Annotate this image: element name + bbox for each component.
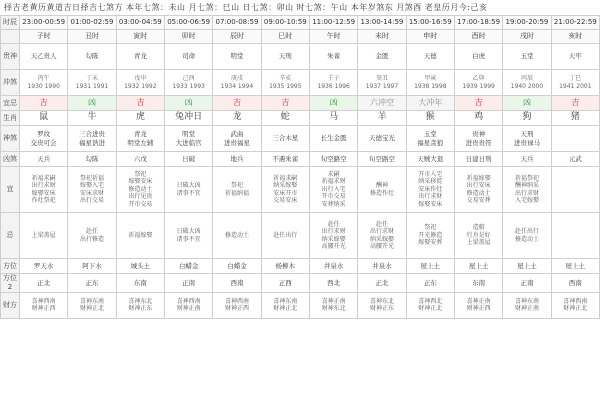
rowhead-auspicious-stars: 神煞 (1, 126, 20, 152)
suitable-cell: 日破大凶 诸事不宜 (164, 167, 212, 213)
luck-cell: 吉 (454, 96, 502, 111)
branch-cell: 丑时 (68, 30, 116, 44)
almanac-table (0, 15, 600, 319)
clash-cell: 壬子 1936 1996 (309, 70, 357, 96)
table-row-wealth-direction (1, 292, 600, 318)
wealth-cell: 喜神西南 财神正北 (551, 292, 599, 318)
clash-cell: 丁巳 1941 2001 (551, 70, 599, 96)
element-cell: 屋上土 (551, 259, 599, 274)
star-cell: 明堂 大进临官 (164, 126, 212, 152)
table-row-element (1, 259, 600, 274)
clash-cell: 庚戌 1934 1994 (213, 70, 261, 96)
avoid-cell: 赴任 出行求财 纳采嫁娶 高腰开光 (358, 213, 406, 259)
page-title: 择吉老黄历黄道吉日择吉七煞方 本年七煞：未山 月七煞：巳山 日七煞：卯山 时七煞：午山 本年岁煞东 月煞酉 老皇历月今:己亥 (4, 3, 488, 12)
rowhead-suitable: 宜 (1, 167, 20, 213)
avoid-cell: 祭祀 开光修造 嫁娶安葬 (406, 213, 454, 259)
badstar-cell: 元武 (551, 152, 599, 167)
rowhead-avoid: 忌 (1, 213, 20, 259)
zodiac-cell: 虎 (116, 111, 164, 126)
suitable-cell: 祈福求嗣 纳采嫁娶 安床开市 交易安床 (261, 167, 309, 213)
element-cell: 城头土 (116, 259, 164, 274)
branch-cell: 午时 (309, 30, 357, 44)
suitable-cell: 祈福求嗣 出行求财 嫁娶安床 作灶祭祀 (20, 167, 68, 213)
branch-cell: 巳时 (261, 30, 309, 44)
table-row-suitable (1, 167, 600, 213)
zodiac-cell: 马 (309, 111, 357, 126)
zodiac-cell: 鸡 (454, 111, 502, 126)
avoid-cell: 祈福嫁娶 (116, 213, 164, 259)
element-cell: 屋上土 (503, 259, 551, 274)
star-cell: 天刑 进贵禄马 (503, 126, 551, 152)
wealth-cell: 喜神西南 财神正西 (20, 292, 68, 318)
wealth-cell: 喜神西北 财神正北 (406, 292, 454, 318)
godspirit-cell: 金匮 (358, 44, 406, 70)
direction-cell: 东南 (116, 274, 164, 293)
suitable-cell: 开市入宅 纳采移徙 安床作灶 出行求财 嫁娶安床 (406, 167, 454, 213)
godspirit-cell: 司命 (164, 44, 212, 70)
table-row-hours (1, 16, 600, 30)
badstar-cell: 日破 (164, 152, 212, 167)
hour-cell: 13:00-14:59 (358, 16, 406, 30)
clash-cell: 辛亥 1935 1995 (261, 70, 309, 96)
godspirit-cell: 天德 (406, 44, 454, 70)
clash-cell: 丙午 1930 1990 (20, 70, 68, 96)
rowhead-godspirit: 贵神 (1, 44, 20, 70)
avoid-cell: 修造动土 (213, 213, 261, 259)
clash-cell: 甲寅 1938 1998 (406, 70, 454, 96)
clash-cell: 戊申 1932 1992 (116, 70, 164, 96)
element-cell: 白蜡金 (164, 259, 212, 274)
element-cell: 杨柳木 (261, 259, 309, 274)
table-row-luck (1, 96, 600, 111)
branch-cell: 亥时 (551, 30, 599, 44)
star-cell: 玉堂 福星贪狼 (406, 126, 454, 152)
godspirit-cell: 天牢 (551, 44, 599, 70)
luck-cell: 吉 (20, 96, 68, 111)
hour-cell: 17:00-18:59 (454, 16, 502, 30)
direction-cell: 正西 (261, 274, 309, 293)
hour-cell: 21:00-22:59 (551, 16, 599, 30)
suitable-cell (551, 167, 599, 213)
direction-cell: 东南 (454, 274, 502, 293)
zodiac-cell: 兔冲日 (164, 111, 212, 126)
hour-cell: 03:00-04:59 (116, 16, 164, 30)
clash-cell: 丙辰 1940 2000 (503, 70, 551, 96)
luck-cell: 大冲年 (406, 96, 454, 111)
luck-cell: 凶 (309, 96, 357, 111)
luck-cell: 吉 (213, 96, 261, 111)
wealth-cell: 喜神东南 财神正北 (261, 292, 309, 318)
luck-cell: 凶 (164, 96, 212, 111)
godspirit-cell: 白虎 (454, 44, 502, 70)
avoid-cell: 赴任 出行修造 (68, 213, 116, 259)
branch-cell: 酉时 (454, 30, 502, 44)
direction-cell: 正东 (406, 274, 454, 293)
zodiac-cell: 猪 (551, 111, 599, 126)
table-row-auspicious-stars (1, 126, 600, 152)
branch-cell: 子时 (20, 30, 68, 44)
wealth-cell: 喜神正南 财神正西 (454, 292, 502, 318)
table-row-avoid (1, 213, 600, 259)
table-row-branch (1, 30, 600, 44)
luck-cell: 吉 (261, 96, 309, 111)
direction-cell: 正北 (358, 274, 406, 293)
element-cell: 井泉水 (309, 259, 357, 274)
star-cell: 三合进贵 福星诰进 (68, 126, 116, 152)
suitable-cell: 酬神 修造作灶 (358, 167, 406, 213)
badstar-cell: 旬空路空 (309, 152, 357, 167)
zodiac-cell: 猴 (406, 111, 454, 126)
clash-cell: 乙卯 1939 1999 (454, 70, 502, 96)
luck-cell: 凶 (503, 96, 551, 111)
luck-cell: 吉 (551, 96, 599, 111)
suitable-cell: 祭祀 祈福纳福 (213, 167, 261, 213)
badstar-cell: 地兵 (213, 152, 261, 167)
badstar-cell: 天兵 (503, 152, 551, 167)
zodiac-cell: 羊 (358, 111, 406, 126)
star-cell: 长生金匮 (309, 126, 357, 152)
badstar-cell: 天贼大退 (406, 152, 454, 167)
hour-cell: 15:00-16:59 (406, 16, 454, 30)
luck-cell: 六冲空 (358, 96, 406, 111)
rowhead-luck: 宜忌 (1, 96, 20, 111)
godspirit-cell: 玉堂 (503, 44, 551, 70)
suitable-cell: 祈福祭祀 酬神纳采 出行求财 入宅嫁娶 (503, 167, 551, 213)
star-cell: 三合木星 (261, 126, 309, 152)
clash-cell: 癸丑 1937 1997 (358, 70, 406, 96)
rowhead-hours: 时辰 (1, 16, 20, 30)
zodiac-cell: 狗 (503, 111, 551, 126)
rowhead-inauspicious-stars: 凶煞 (1, 152, 20, 167)
element-cell: 屋上土 (406, 259, 454, 274)
avoid-cell (551, 213, 599, 259)
godspirit-cell: 朱雀 (309, 44, 357, 70)
avoid-cell: 赴任出行 修造动土 (503, 213, 551, 259)
wealth-cell: 喜神东南 财神正北 (68, 292, 116, 318)
avoid-cell: 上梁盖屋 (20, 213, 68, 259)
rowhead-clash: 冲煞 (1, 70, 20, 96)
table-row-direction (1, 274, 600, 293)
star-cell: 武曲 进贵福星 (213, 126, 261, 152)
table-row-godspirit (1, 44, 600, 70)
rowhead-direction: 方位2 (1, 274, 20, 293)
star-cell: 青龙 明堂左辅 (116, 126, 164, 152)
hour-cell: 23:00-00:59 (20, 16, 68, 30)
avoid-cell: 造船 行舟是好 上梁盖屋 (454, 213, 502, 259)
hour-cell: 05:00-06:59 (164, 16, 212, 30)
avoid-cell: 赴任 出行求财 纳采嫁娶 高腰开光 (309, 213, 357, 259)
star-cell: 贵神 进贵贵符 (454, 126, 502, 152)
godspirit-cell: 明堂 (213, 44, 261, 70)
branch-cell: 寅时 (116, 30, 164, 44)
hour-cell: 09:00-10:59 (261, 16, 309, 30)
direction-cell: 正北 (20, 274, 68, 293)
direction-cell: 正东 (68, 274, 116, 293)
hour-cell: 19:00-20:59 (503, 16, 551, 30)
branch-cell: 卯时 (164, 30, 212, 44)
clash-cell: 丁未 1931 1991 (68, 70, 116, 96)
zodiac-cell: 龙 (213, 111, 261, 126)
wealth-cell: 喜神西南 财神正西 (213, 292, 261, 318)
badstar-cell: 不遇朱雀 (261, 152, 309, 167)
wealth-cell: 喜神东南 财神正南 (503, 292, 551, 318)
suitable-cell: 祈福嫁娶 出行安床 修造动土 交易安葬 (454, 167, 502, 213)
zodiac-cell: 蛇 (261, 111, 309, 126)
element-cell: 阿下水 (68, 259, 116, 274)
table-row-zodiac (1, 111, 600, 126)
rowhead-zodiac: 生肖 (1, 111, 20, 126)
rowhead-wealth-direction: 财方 (1, 292, 20, 318)
suitable-cell: 求嗣 祈福求财 出行入宅 开市交易 安葬纳采 (309, 167, 357, 213)
wealth-cell: 喜神西南 财神正南 (164, 292, 212, 318)
direction-cell: 西南 (551, 274, 599, 293)
godspirit-cell: 天刑 (261, 44, 309, 70)
table-row-clash (1, 70, 600, 96)
star-cell: 天德宝光 (358, 126, 406, 152)
table-row-inauspicious-stars (1, 152, 600, 167)
hour-cell: 11:00-12:59 (309, 16, 357, 30)
avoid-cell: 赴任出行 (261, 213, 309, 259)
godspirit-cell: 天乙贵人 (20, 44, 68, 70)
branch-cell: 未时 (358, 30, 406, 44)
branch-cell: 戌时 (503, 30, 551, 44)
luck-cell: 凶 (68, 96, 116, 111)
element-cell: 白蜡金 (213, 259, 261, 274)
element-cell: 井泉水 (358, 259, 406, 274)
suitable-cell: 祭祀祈福 嫁娶入宅 安床求财 出行交易 (68, 167, 116, 213)
badstar-cell: 天兵 (20, 152, 68, 167)
branch-cell: 辰时 (213, 30, 261, 44)
rowhead-branch (1, 30, 20, 44)
direction-cell: 西南 (213, 274, 261, 293)
branch-cell: 申时 (406, 30, 454, 44)
hour-cell: 07:00-08:59 (213, 16, 261, 30)
wealth-cell: 喜神东北 财神正东 (358, 292, 406, 318)
luck-cell: 吉 (116, 96, 164, 111)
badstar-cell: 六戊 (116, 152, 164, 167)
badstar-cell: 勾陈 (68, 152, 116, 167)
wealth-cell: 喜神正南 财神东北 (309, 292, 357, 318)
zodiac-cell: 鼠 (20, 111, 68, 126)
hour-cell: 01:00-02:59 (68, 16, 116, 30)
wealth-cell: 喜神东北 财神正东 (116, 292, 164, 318)
star-cell: 罗纹 交贵可会 (20, 126, 68, 152)
element-cell: 屋上土 (454, 259, 502, 274)
direction-cell: 正南 (503, 274, 551, 293)
rowhead-element: 方位 (1, 259, 20, 274)
direction-cell: 正南 (164, 274, 212, 293)
zodiac-cell: 牛 (68, 111, 116, 126)
element-cell: 罗天水 (20, 259, 68, 274)
direction-cell: 西北 (309, 274, 357, 293)
badstar-cell: 日建日刑 (454, 152, 502, 167)
badstar-cell: 旬空路空 (358, 152, 406, 167)
avoid-cell: 日破大凶 诸事不宜 (164, 213, 212, 259)
star-cell (551, 126, 599, 152)
clash-cell: 己酉 1933 1993 (164, 70, 212, 96)
godspirit-cell: 勾陈 (68, 44, 116, 70)
suitable-cell: 祭祀 嫁娶安床 修造动土 出行见贵 开市交易 (116, 167, 164, 213)
godspirit-cell: 青龙 (116, 44, 164, 70)
